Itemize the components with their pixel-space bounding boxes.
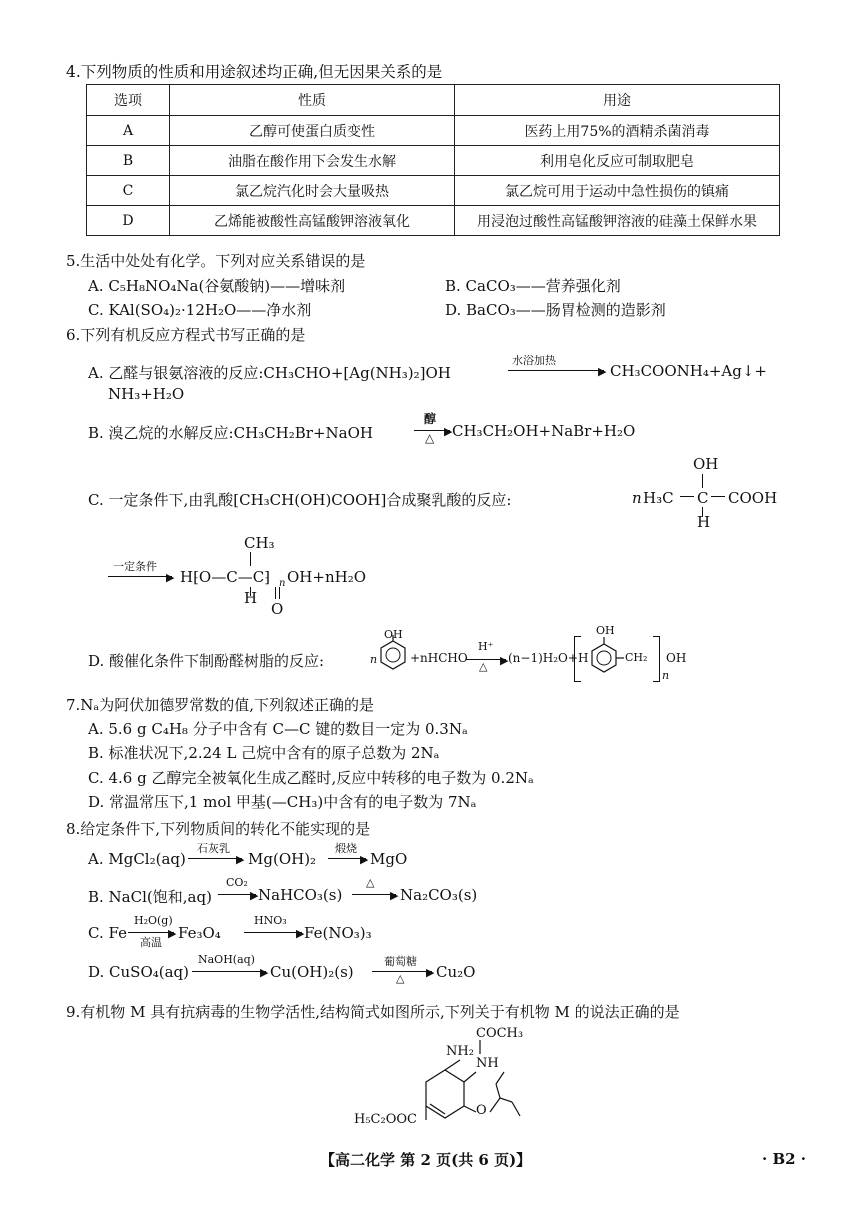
q9-nh2: NH₂: [446, 1044, 474, 1059]
bond-line: [250, 552, 251, 566]
q6-c-cond: 一定条件: [113, 560, 157, 573]
table-row: [87, 116, 780, 146]
table-cell: 氯乙烷汽化时会大量吸热: [170, 176, 455, 206]
table-cell: B: [87, 146, 170, 176]
q6-b-cond-top: 醇: [424, 412, 437, 426]
arrow-head-icon: ▶: [296, 927, 305, 940]
arrow-head-icon: ▶: [500, 654, 509, 667]
q6-a-rhs: CH₃COONH₄+Ag↓+: [610, 362, 768, 380]
arrow-head-icon: ▶: [168, 927, 177, 940]
q8-stem: 8.给定条件下,下列物质间的转化不能实现的是: [66, 820, 371, 838]
q8-a-cond1: 石灰乳: [197, 842, 230, 855]
arrow-head-icon: ▶: [236, 853, 245, 866]
q5-option-b: B. CaCO₃——营养强化剂: [445, 277, 621, 295]
bond-line: [680, 496, 694, 497]
q6-c-ch3: CH₃: [244, 534, 275, 552]
reaction-arrow: [108, 576, 172, 577]
q8-a-start: A. MgCl₂(aq): [88, 850, 186, 868]
q6-a-rhs-cont: NH₃+H₂O: [108, 385, 185, 403]
q6-c-oh: OH: [693, 455, 719, 473]
arrow-head-icon: ▶: [260, 966, 269, 979]
table-cell: D: [87, 206, 170, 236]
bond-line: [702, 474, 703, 488]
q8-d-cond2: 葡萄糖: [384, 955, 417, 968]
bracket-left: [574, 636, 581, 682]
q6-c-text: C. 一定条件下,由乳酸[CH₃CH(OH)COOH]合成聚乳酸的反应:: [88, 491, 512, 509]
arrow-head-icon: ▶: [444, 425, 453, 438]
header-use: 用途: [455, 85, 780, 116]
q8-c-cond1: H₂O(g): [134, 914, 173, 927]
q8-d-cond2b: △: [396, 972, 405, 985]
q6-b-rhs: CH₃CH₂OH+NaBr+H₂O: [452, 422, 636, 440]
q6-d-oh: OH: [384, 628, 403, 641]
q6-b-lhs: B. 溴乙烷的水解反应:CH₃CH₂Br+NaOH: [88, 424, 373, 442]
table-cell: C: [87, 176, 170, 206]
q8-b-mid: NaHCO₃(s): [258, 886, 343, 904]
page-footer: 【高二化学 第 2 页(共 6 页)】: [320, 1151, 532, 1169]
q9-nh: NH: [476, 1056, 499, 1071]
q6-d-oh-end: OH: [666, 651, 687, 665]
q6-d-ch2: CH₂: [625, 651, 648, 664]
q6-c-h: H: [697, 513, 711, 531]
q4-stem: 4.下列物质的性质和用途叙述均正确,但无因果关系的是: [66, 63, 443, 81]
q8-b-end: Na₂CO₃(s): [400, 886, 478, 904]
q8-b-cond1: CO₂: [226, 876, 248, 889]
q6-c-n: n: [632, 489, 642, 507]
table-row: [87, 206, 780, 236]
table-cell: 医药上用75%的酒精杀菌消毒: [455, 116, 780, 146]
q9-ester: H₅C₂OOC: [354, 1112, 417, 1127]
q9-coch3: COCH₃: [476, 1026, 524, 1041]
q8-d-start: D. CuSO₄(aq): [88, 963, 190, 981]
arrow-head-icon: ▶: [360, 853, 369, 866]
q6-d-mid: +nHCHO: [410, 651, 468, 665]
q6-c-tail: OH+nH₂O: [287, 568, 366, 586]
q7-option-b: B. 标准状况下,2.24 L 己烷中含有的原子总数为 2Nₐ: [88, 744, 440, 762]
q6-a-lhs: A. 乙醛与银氨溶液的反应:CH₃CHO+[Ag(NH₃)₂]OH: [88, 364, 451, 382]
table-row: [87, 176, 780, 206]
header-option: 选项: [87, 85, 170, 116]
q5-option-d: D. BaCO₃——肠胃检测的造影剂: [445, 301, 666, 319]
q8-c-end: Fe(NO₃)₃: [304, 924, 372, 942]
q5-option-c: C. KAl(SO₄)₂·12H₂O——净水剂: [88, 301, 312, 319]
table-cell: A: [87, 116, 170, 146]
bond-line: [279, 587, 280, 599]
reaction-arrow: [508, 370, 604, 371]
arrow-head-icon: ▶: [390, 889, 399, 902]
q5-option-a: A. C₅H₈NO₄Na(谷氨酸钠)——增味剂: [88, 277, 346, 295]
q8-c-mid: Fe₃O₄: [178, 924, 221, 942]
q6-d-n: n: [370, 653, 378, 666]
arrow-head-icon: ▶: [166, 571, 175, 584]
header-property: 性质: [170, 85, 455, 116]
q6-c-h3c: H₃C: [643, 489, 674, 507]
q6-c-chain: H⁅O—C—C⁆: [180, 568, 271, 586]
table-cell: 氯乙烷可用于运动中急性损伤的镇痛: [455, 176, 780, 206]
q6-d-cond-bottom: △: [479, 660, 488, 673]
q7-option-c: C. 4.6 g 乙醇完全被氧化生成乙醛时,反应中转移的电子数为 0.2Nₐ: [88, 769, 534, 787]
q6-c-h2: H: [244, 589, 258, 607]
q4-table: [86, 84, 780, 236]
q7-stem: 7.Nₐ为阿伏加德罗常数的值,下列叙述正确的是: [66, 696, 374, 714]
q8-c-cond2: HNO₃: [254, 914, 287, 927]
q6-d-text: D. 酸催化条件下制酚醛树脂的反应:: [88, 652, 325, 670]
bond-line: [711, 496, 725, 497]
q7-option-d: D. 常温常压下,1 mol 甲基(—CH₃)中含有的电子数为 7Nₐ: [88, 793, 477, 811]
q8-d-end: Cu₂O: [436, 963, 476, 981]
q5-stem: 5.生活中处处有化学。下列对应关系错误的是: [66, 252, 366, 270]
page-code: · B2 ·: [762, 1150, 807, 1168]
q6-d-prod: (n−1)H₂O+H: [508, 651, 589, 665]
reaction-arrow: [192, 971, 266, 972]
table-cell: 乙醇可使蛋白质变性: [170, 116, 455, 146]
q8-c-start: C. Fe: [88, 924, 127, 942]
table-row: [87, 146, 780, 176]
q6-d-oh-ring: OH: [596, 624, 615, 637]
table-cell: 油脂在酸作用下会发生水解: [170, 146, 455, 176]
table-cell: 利用皂化反应可制取肥皂: [455, 146, 780, 176]
q8-a-cond2: 煅烧: [335, 842, 357, 855]
q6-c-sub-n: n: [279, 578, 286, 589]
q6-stem: 6.下列有机反应方程式书写正确的是: [66, 326, 306, 344]
bond-line: [275, 587, 276, 599]
arrow-head-icon: ▶: [250, 889, 259, 902]
q8-d-cond1: NaOH(aq): [198, 953, 255, 966]
q6-d-cond-top: H⁺: [478, 640, 494, 653]
q6-c-cooh: COOH: [728, 489, 778, 507]
q8-c-cond1b: 高温: [140, 936, 162, 949]
q8-d-mid: Cu(OH)₂(s): [270, 963, 354, 981]
q6-a-cond: 水浴加热: [512, 354, 556, 367]
q8-a-mid: Mg(OH)₂: [248, 850, 317, 868]
q6-c-o: O: [271, 600, 284, 618]
reaction-arrow: [188, 858, 242, 859]
q9-ether-o: O: [476, 1103, 487, 1118]
reaction-arrow: [244, 932, 302, 933]
table-cell: 乙烯能被酸性高锰酸钾溶液氧化: [170, 206, 455, 236]
arrow-head-icon: ▶: [426, 966, 435, 979]
q9-stem: 9.有机物 M 具有抗病毒的生物学活性,结构简式如图所示,下列关于有机物 M 的说法正确的是: [66, 1003, 680, 1021]
q8-b-cond2: △: [366, 876, 375, 889]
arrow-head-icon: ▶: [598, 365, 607, 378]
q7-option-a: A. 5.6 g C₄H₈ 分子中含有 C—C 键的数目一定为 0.3Nₐ: [88, 720, 468, 738]
table-cell: 用浸泡过酸性高锰酸钾溶液的硅藻土保鲜水果: [455, 206, 780, 236]
q8-a-end: MgO: [370, 850, 408, 868]
q6-c-carbon: C: [697, 489, 709, 507]
q6-b-cond-bottom: △: [425, 431, 435, 445]
q8-b-start: B. NaCl(饱和,aq): [88, 888, 212, 906]
table-header-row: [87, 85, 780, 116]
bracket-right: [653, 636, 660, 682]
q6-d-sub-n: n: [662, 669, 670, 682]
